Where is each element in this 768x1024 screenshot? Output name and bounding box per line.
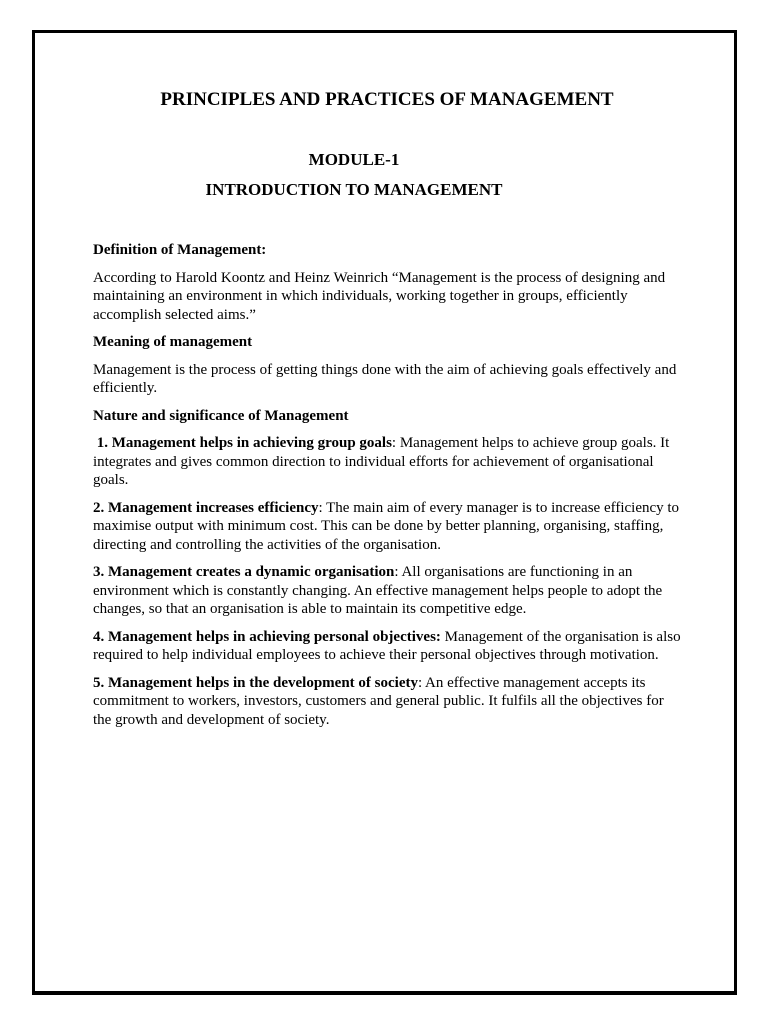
- nature-point-2-text: : The main aim of every manager is to increase efficiency to maximise output with minimum cost. This can be done by better planning, organising, staffing, directing and controlling the activities of the organisation.: [93, 499, 680, 553]
- meaning-heading: Meaning of management: [93, 334, 253, 350]
- definition-heading: Definition of Management:: [93, 242, 267, 258]
- nature-point-5: [93, 674, 683, 730]
- document-body: [93, 241, 683, 738]
- nature-point-3: [93, 563, 683, 619]
- nature-heading: Nature and significance of Management: [93, 407, 349, 424]
- nature-point-2-title: 2. Management increases efficiency: [93, 499, 319, 516]
- nature-point-2: [93, 499, 683, 555]
- nature-point-4: [93, 628, 683, 665]
- nature-point-3-text: : All organisations are functioning in an environment which is constantly changing. An effective management helps people to adopt the changes, so that an organisation is able to maintain its competitive edge.: [93, 564, 663, 617]
- nature-point-5-text: : An effective management accepts its commitment to workers, investors, customers and general public. It fulfils all the objectives for the growth and development of society.: [93, 674, 664, 728]
- page-border-bottom-rule: [32, 991, 737, 992]
- nature-point-4-text: Management of the organisation is also required to help individual employees to achieve their personal objectives through motivation.: [93, 628, 681, 663]
- module-label: MODULE-1: [308, 150, 400, 169]
- definition-paragraph: According to Harold Koontz and Heinz Weinrich “Management is the process of designing and maintaining an environment in which individuals, working together in groups, efficiently accomplish selected aims.”: [93, 269, 666, 323]
- nature-point-5-title: 5. Management helps in the development of society: [93, 674, 418, 691]
- nature-point-1-title: 1. Management helps in achieving group goals: [96, 435, 392, 451]
- nature-point-4-title: 4. Management helps in achieving personal objectives:: [93, 628, 441, 645]
- document-title: PRINCIPLES AND PRACTICES OF MANAGEMENT: [160, 89, 614, 110]
- module-title: INTRODUCTION TO MANAGEMENT: [205, 180, 503, 199]
- nature-point-1-text: : Management helps to achieve group goals. It integrates and gives common direction to individual efforts for achievement of organisational goals.: [93, 435, 670, 488]
- meaning-paragraph: Management is the process of getting things done with the aim of achieving goals effectively and efficiently.: [93, 361, 677, 396]
- nature-point-3-title: 3. Management creates a dynamic organisation: [93, 564, 395, 580]
- nature-point-1: [93, 434, 683, 490]
